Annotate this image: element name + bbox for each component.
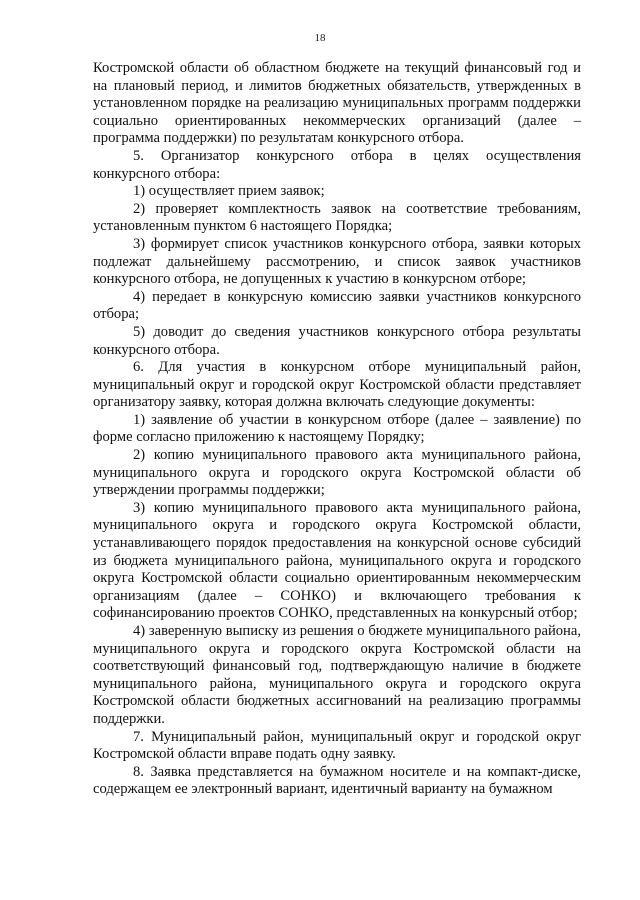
paragraph-subitem-5-3: 3) формирует список участников конкурсного отбора, заявки которых подлежат дальнейшему рассмотрению, и список заявок участников конкурсного отбора, не допущенных к участию в конкурсном отборе;: [93, 235, 581, 288]
paragraph-subitem-6-3: 3) копию муниципального правового акта муниципального района, муниципального округа и городского округа Костромской области, устанавливающего порядок предоставления на конкурсной основе субсидий из бюджета муниципального района, муниципального округа и городского округа Костромской области социально ориентированным некоммерческим организациям (далее – СОНКО) и включающего требования к софинансированию проектов СОНКО, представленных на конкурсный отбор;: [93, 499, 581, 622]
paragraph-item-6: 6. Для участия в конкурсном отборе муниципальный район, муниципальный округ и городской округ Костромской области представляет организатору заявку, которая должна включать следующие документы:: [93, 359, 581, 411]
paragraph-subitem-5-5: 5) доводит до сведения участников конкурсного отбора результаты конкурсного отбора.: [93, 323, 581, 358]
paragraph-subitem-5-1: 1) осуществляет прием заявок;: [133, 183, 325, 200]
paragraph-item-8: 8. Заявка представляется на бумажном носителе и на компакт-диске, содержащем ее электронный вариант, идентичный варианту на бумажном: [93, 763, 581, 798]
paragraph-subitem-5-2: 2) проверяет комплектность заявок на соответствие требованиям, установленным пунктом 6 настоящего Порядка;: [93, 200, 581, 235]
paragraph-continuation: Костромской области об областном бюджете на текущий финансовый год и на плановый период, и лимитов бюджетных обязательств, утвержденных в установленном порядке на реализацию муниципальных программ поддержки социально ориентированных некоммерческих организаций (далее – программа поддержки) по результатам конкурсного отбора.: [93, 60, 581, 147]
document-body: [93, 60, 581, 799]
paragraph-item-7: 7. Муниципальный район, муниципальный округ и городской округ Костромской области вправе подать одну заявку.: [93, 728, 581, 763]
page-number: 18: [314, 32, 326, 44]
paragraph-subitem-6-4: 4) заверенную выписку из решения о бюджете муниципального района, муниципального округа и городского округа Костромской области на соответствующий финансовый год, подтверждающую наличие в бюджете муниципального района, муниципального округа и городского округа Костромской области бюджетных ассигнований на реализацию программы поддержки.: [93, 623, 581, 727]
paragraph-subitem-6-2: 2) копию муниципального правового акта муниципального района, муниципального округа и городского округа Костромской области об утверждении программы поддержки;: [93, 447, 581, 499]
paragraph-subitem-5-4: 4) передает в конкурсную комиссию заявки участников конкурсного отбора;: [93, 288, 581, 323]
paragraph-item-5: 5. Организатор конкурсного отбора в целях осуществления конкурсного отбора:: [93, 147, 581, 182]
paragraph-subitem-6-1: 1) заявление об участии в конкурсном отборе (далее – заявление) по форме согласно приложению к настоящему Порядку;: [93, 411, 581, 446]
